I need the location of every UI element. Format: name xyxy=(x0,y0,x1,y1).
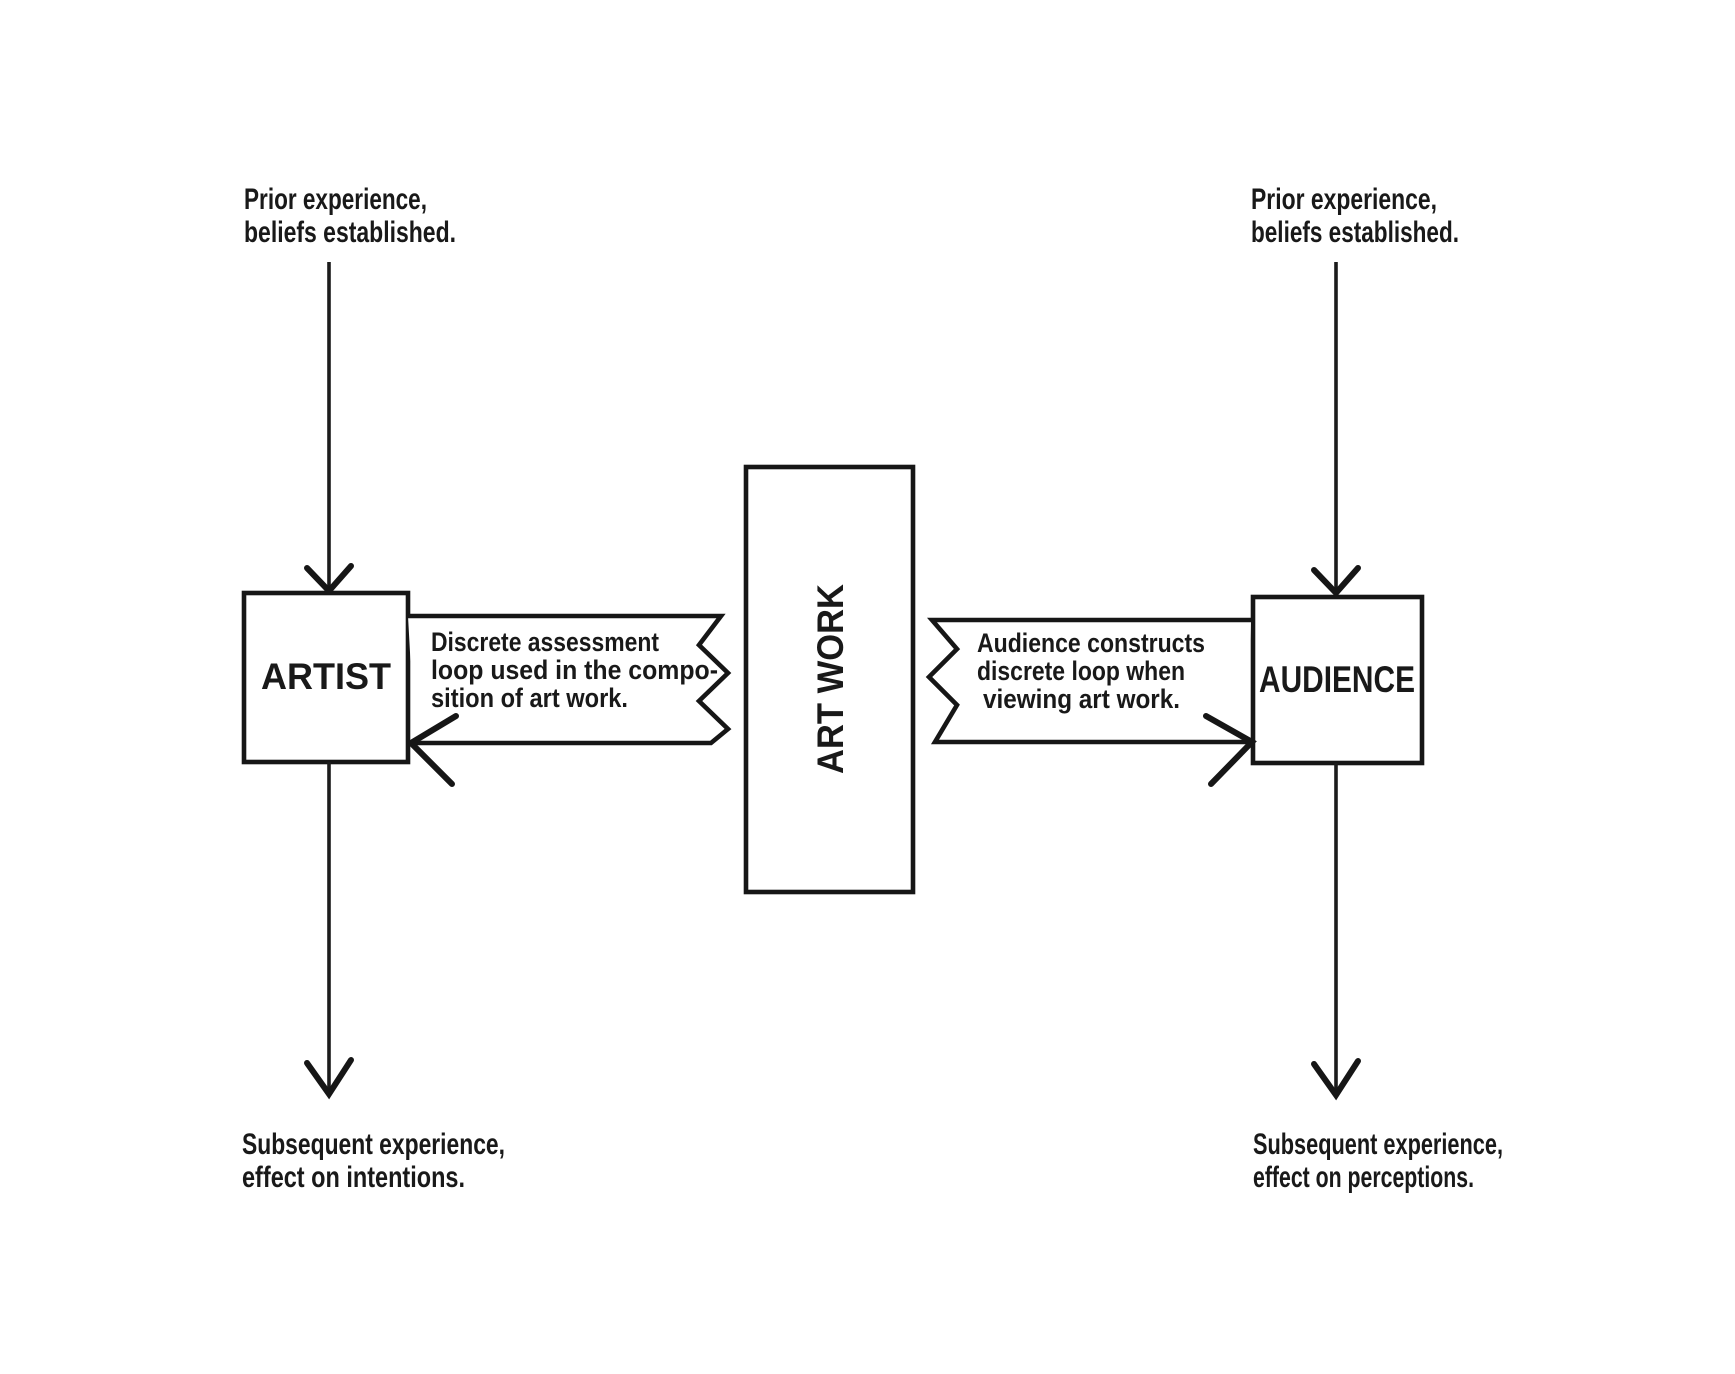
audience-node xyxy=(1253,597,1422,763)
audience-loop-banner xyxy=(929,620,1252,784)
artist-inflow-arrow xyxy=(307,262,351,591)
artist-loop-banner xyxy=(408,616,728,784)
audience-subsequent-label-line1: Subsequent experience, xyxy=(1253,1128,1503,1161)
audience-prior-label xyxy=(1251,183,1459,249)
artist-subsequent-label-line2: effect on intentions. xyxy=(242,1161,465,1194)
artist-outflow-arrow xyxy=(307,762,351,1094)
artwork-box-label: ART WORK xyxy=(810,570,851,774)
artist-loop-line2: loop used in the compo- xyxy=(431,655,718,685)
artist-loop-line1: Discrete assessment xyxy=(431,627,660,657)
artist-prior-label-line1: Prior experience, xyxy=(244,183,427,216)
audience-box-label: AUDIENCE xyxy=(1259,659,1415,700)
audience-inflow-arrow xyxy=(1314,262,1358,593)
audience-loop-line2: discrete loop when xyxy=(977,656,1185,686)
audience-subsequent-label-line2: effect on perceptions. xyxy=(1253,1161,1474,1194)
artist-prior-label xyxy=(244,183,456,249)
artist-loop-line3: sition of art work. xyxy=(431,683,628,713)
audience-loop-line3: viewing art work. xyxy=(983,684,1180,714)
audience-prior-label-line2: beliefs established. xyxy=(1251,216,1459,249)
artist-box-label: ARTIST xyxy=(261,656,392,697)
artwork-node xyxy=(746,467,913,892)
artist-subsequent-label-line1: Subsequent experience, xyxy=(242,1128,505,1161)
audience-subsequent-label xyxy=(1253,1128,1503,1194)
artist-node xyxy=(244,593,408,762)
audience-prior-label-line1: Prior experience, xyxy=(1251,183,1437,216)
audience-outflow-arrow xyxy=(1314,763,1358,1095)
artist-prior-label-line2: beliefs established. xyxy=(244,216,456,249)
artist-subsequent-label xyxy=(242,1128,505,1194)
audience-loop-line1: Audience constructs xyxy=(977,628,1205,658)
